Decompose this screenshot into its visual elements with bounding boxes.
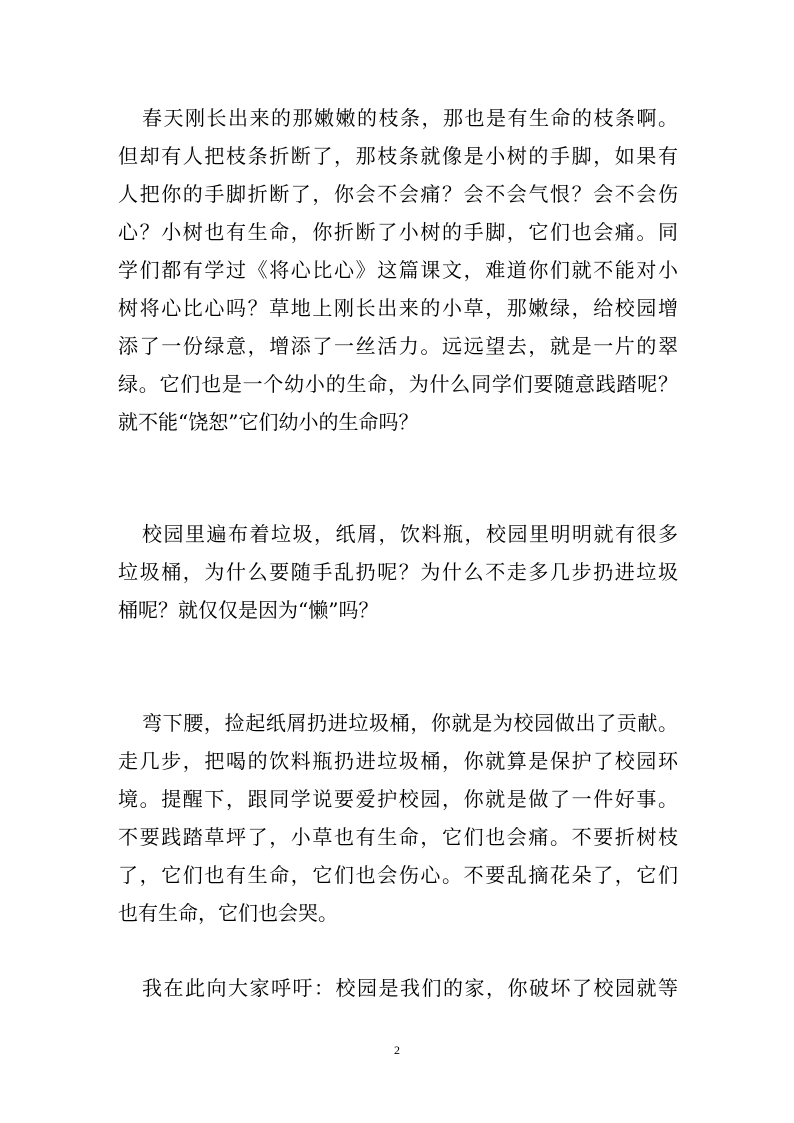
text-line: 春天刚长出来的那嫩嫩的枝条，那也是有生命的枝条啊。 [142,106,678,130]
text-line: 人把你的手脚折断了，你会不会痛？会不会气恨？会不会伤 [118,182,678,206]
text-line: 就不能“饶恕”它们幼小的生命吗？ [118,410,419,434]
text-line: 桶呢？就仅仅是因为“懒”吗？ [118,598,379,622]
text-line: 境。提醒下，跟同学说要爱护校园，你就是做了一件好事。 [118,787,678,811]
text-line: 垃圾桶，为什么要随手乱扔呢？为什么不走多几步扔进垃圾 [118,560,678,584]
text-line: 了，它们也有生命，它们也会伤心。不要乱摘花朵了，它们 [118,863,678,887]
text-line: 学们都有学过《将心比心》这篇课文，难道你们就不能对小 [118,258,678,282]
text-line: 但却有人把枝条折断了，那枝条就像是小树的手脚，如果有 [118,144,678,168]
text-line: 我在此向大家呼吁：校园是我们的家，你破坏了校园就等 [142,976,678,1000]
text-line: 心？小树也有生命，你折断了小树的手脚，它们也会痛。同 [118,220,678,244]
text-line: 走几步，把喝的饮料瓶扔进垃圾桶，你就算是保护了校园环 [118,749,678,773]
text-line: 也有生命，它们也会哭。 [118,901,338,925]
paragraph-branches-and-grass [118,99,678,441]
text-line: 校园里遍布着垃圾，纸屑，饮料瓶，校园里明明就有很多 [142,522,678,546]
text-line: 树将心比心吗？草地上刚长出来的小草，那嫩绿，给校园增 [118,296,678,320]
page-number: 2 [394,1043,400,1057]
text-line: 添了一份绿意，增添了一丝活力。远远望去，就是一片的翠 [118,334,678,358]
paragraph-actions [118,704,678,932]
paragraph-appeal [118,969,678,1007]
paragraph-litter [118,515,678,629]
text-line: 绿。它们也是一个幼小的生命，为什么同学们要随意践踏呢？ [118,372,678,396]
text-line: 弯下腰，捡起纸屑扔进垃圾桶，你就是为校园做出了贡献。 [142,711,678,735]
text-line: 不要践踏草坪了，小草也有生命，它们也会痛。不要折树枝 [118,825,678,849]
